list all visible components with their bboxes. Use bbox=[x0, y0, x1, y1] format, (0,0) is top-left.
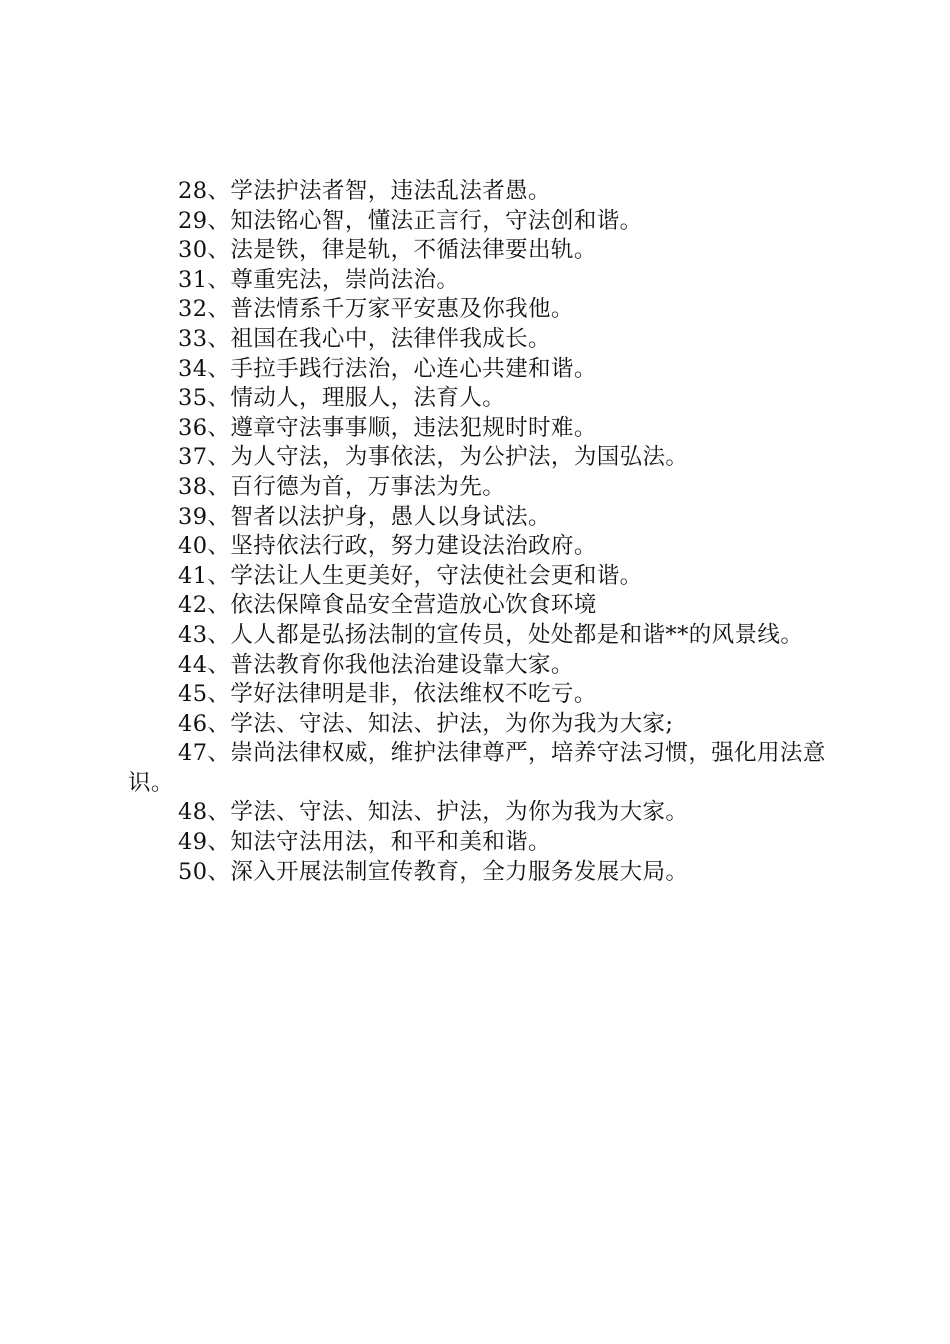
slogan-line-36: 36、遵章守法事事顺，违法犯规时时难。 bbox=[178, 414, 597, 441]
slogan-line-30: 30、法是铁，律是轨，不循法律要出轨。 bbox=[178, 237, 597, 264]
slogan-line-47: 47、崇尚法律权威，维护法律尊严，培养守法习惯，强化用法意识。 bbox=[128, 740, 826, 796]
slogan-line-31: 31、尊重宪法，崇尚法治。 bbox=[178, 266, 460, 293]
slogan-line-37: 37、为人守法，为事依法，为公护法，为国弘法。 bbox=[178, 444, 689, 471]
slogan-line-35: 35、情动人，理服人，法育人。 bbox=[178, 385, 506, 412]
slogan-line-44: 44、普法教育你我他法治建设靠大家。 bbox=[178, 651, 574, 678]
slogan-line-29: 29、知法铭心智，懂法正言行，守法创和谐。 bbox=[178, 207, 643, 234]
slogan-line-45: 45、学好法律明是非，依法维权不吃亏。 bbox=[178, 681, 597, 708]
slogan-line-34: 34、手拉手践行法治，心连心共建和谐。 bbox=[178, 355, 597, 382]
slogan-line-28: 28、学法护法者智，违法乱法者愚。 bbox=[178, 178, 551, 204]
slogan-line-41: 41、学法让人生更美好，守法使社会更和谐。 bbox=[178, 562, 643, 589]
slogan-line-39: 39、智者以法护身，愚人以身试法。 bbox=[178, 503, 551, 530]
slogan-line-42: 42、依法保障食品安全营造放心饮食环境 bbox=[178, 592, 597, 619]
slogan-line-49: 49、知法守法用法，和平和美和谐。 bbox=[178, 829, 551, 856]
slogan-line-50: 50、深入开展法制宣传教育，全力服务发展大局。 bbox=[178, 858, 689, 885]
slogan-list bbox=[128, 177, 832, 887]
slogan-line-40: 40、坚持依法行政，努力建设法治政府。 bbox=[178, 533, 597, 560]
slogan-line-33: 33、祖国在我心中，法律伴我成长。 bbox=[178, 325, 551, 352]
slogan-line-46: 46、学法、守法、知法、护法，为你为我为大家; bbox=[178, 710, 674, 737]
slogan-line-48: 48、学法、守法、知法、护法，为你为我为大家。 bbox=[178, 799, 689, 826]
slogan-line-43: 43、人人都是弘扬法制的宣传员，处处都是和谐**的风景线。 bbox=[178, 621, 804, 648]
slogan-line-38: 38、百行德为首，万事法为先。 bbox=[178, 473, 506, 500]
slogan-line-32: 32、普法情系千万家平安惠及你我他。 bbox=[178, 296, 574, 323]
